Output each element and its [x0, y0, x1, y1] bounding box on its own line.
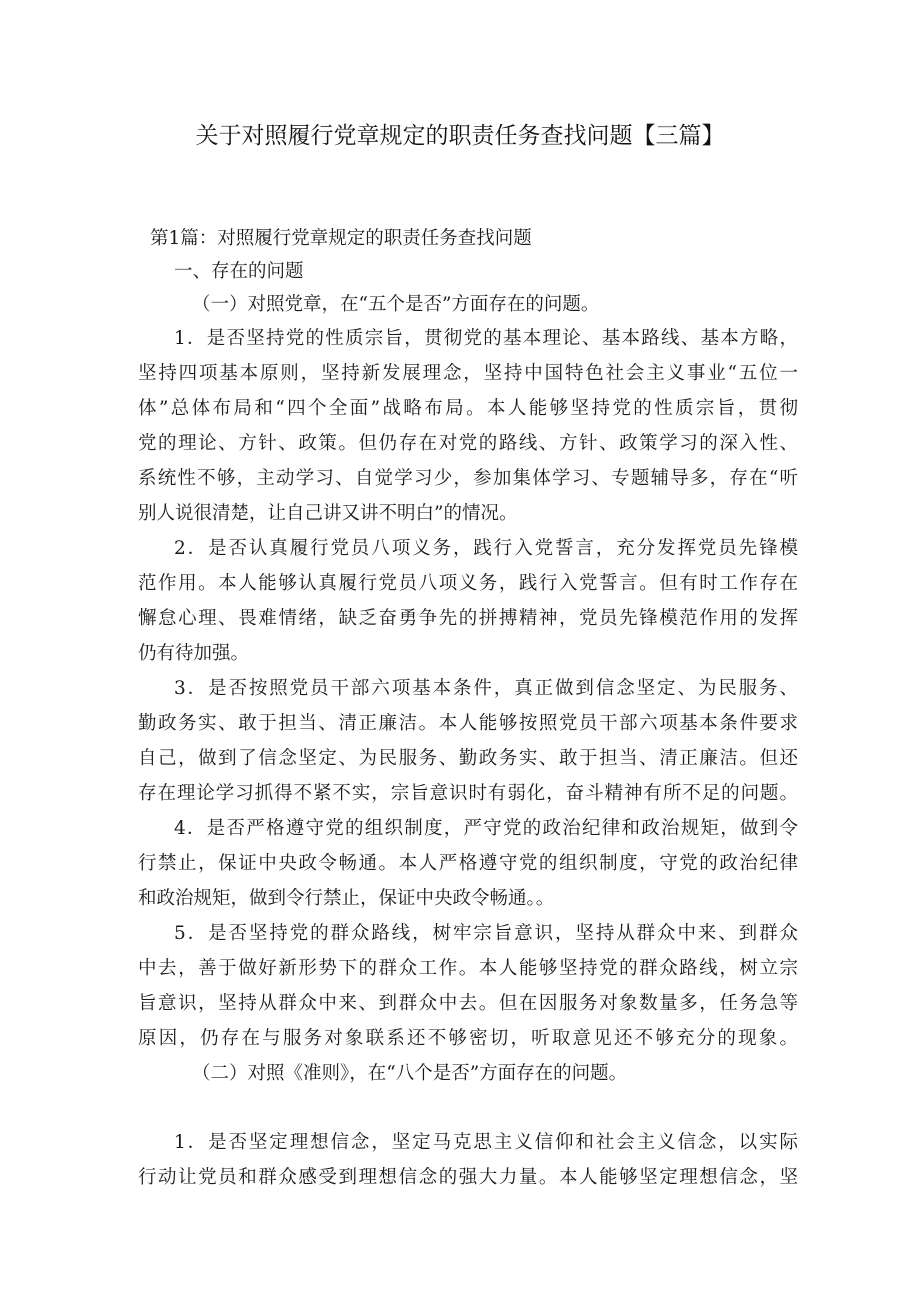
section-heading: 一、存在的问题 — [174, 261, 304, 282]
paragraph-line: 别人说很清楚，让自己讲又讲不明白”的情况。 — [138, 503, 518, 524]
paragraph-line: 坚持四项基本原则，坚持新发展理念，坚持中国特色社会主义事业“五位一 — [138, 363, 798, 384]
subsection-heading: （一）对照党章，在“五个是否”方面存在的问题。 — [192, 294, 600, 315]
paragraph-line: 懈怠心理、畏难情绪，缺乏奋勇争先的拼搏精神，党员先锋模范作用的发挥 — [138, 608, 798, 629]
paragraph-line: 1．是否坚定理想信念，坚定马克思主义信仰和社会主义信念，以实际 — [174, 1132, 798, 1153]
paragraph-line: 5．是否坚持党的群众路线，树牢宗旨意识，坚持从群众中来、到群众 — [174, 923, 798, 944]
paragraph-line: 4．是否严格遵守党的组织制度，严守党的政治纪律和政治规矩，做到令 — [174, 818, 798, 839]
paragraph-line: 体”总体布局和“四个全面”战略布局。本人能够坚持党的性质宗旨，贯彻 — [138, 398, 798, 419]
paragraph-line: 中去，善于做好新形势下的群众工作。本人能够坚持党的群众路线，树立宗 — [138, 958, 798, 979]
paragraph-line: 存在理论学习抓得不紧不实，宗旨意识时有弱化，奋斗精神有所不足的问题。 — [138, 783, 798, 804]
paragraph-line: 行禁止，保证中央政令畅通。本人严格遵守党的组织制度，守党的政治纪律 — [138, 853, 798, 874]
paragraph-line: 勤政务实、敢于担当、清正廉洁。本人能够按照党员干部六项基本条件要求 — [138, 713, 798, 734]
paragraph-line: 自己，做到了信念坚定、为民服务、勤政务实、敢于担当、清正廉洁。但还 — [138, 748, 798, 769]
paragraph-line: 范作用。本人能够认真履行党员八项义务，践行入党誓言。但有时工作存在 — [138, 573, 798, 594]
paragraph-line: 系统性不够，主动学习、自觉学习少，参加集体学习、专题辅导多，存在“听 — [138, 468, 798, 489]
paragraph-line: 仍有待加强。 — [138, 643, 250, 664]
chapter-heading: 第1篇：对照履行党章规定的职责任务查找问题 — [150, 228, 532, 249]
paragraph-line: 3．是否按照党员干部六项基本条件，真正做到信念坚定、为民服务、 — [174, 678, 798, 699]
document-title: 关于对照履行党章规定的职责任务查找问题【三篇】 — [195, 123, 725, 149]
paragraph-line: 原因，仍存在与服务对象联系还不够密切，听取意见还不够充分的现象。 — [138, 1028, 798, 1049]
subsection-heading: （二）对照《准则》，在“八个是否”方面存在的问题。 — [192, 1063, 628, 1084]
paragraph-line: 和政治规矩，做到令行禁止，保证中央政令畅通。。 — [138, 888, 555, 909]
paragraph-line: 2．是否认真履行党员八项义务，践行入党誓言，充分发挥党员先锋模 — [174, 538, 798, 559]
paragraph-line: 1．是否坚持党的性质宗旨，贯彻党的基本理论、基本路线、基本方略， — [174, 328, 798, 349]
paragraph-line: 旨意识，坚持从群众中来、到群众中去。但在因服务对象数量多，任务急等 — [138, 993, 798, 1014]
paragraph-line: 党的理论、方针、政策。但仍存在对党的路线、方针、政策学习的深入性、 — [138, 433, 798, 454]
paragraph-line: 行动让党员和群众感受到理想信念的强大力量。本人能够坚定理想信念，坚 — [138, 1167, 798, 1188]
